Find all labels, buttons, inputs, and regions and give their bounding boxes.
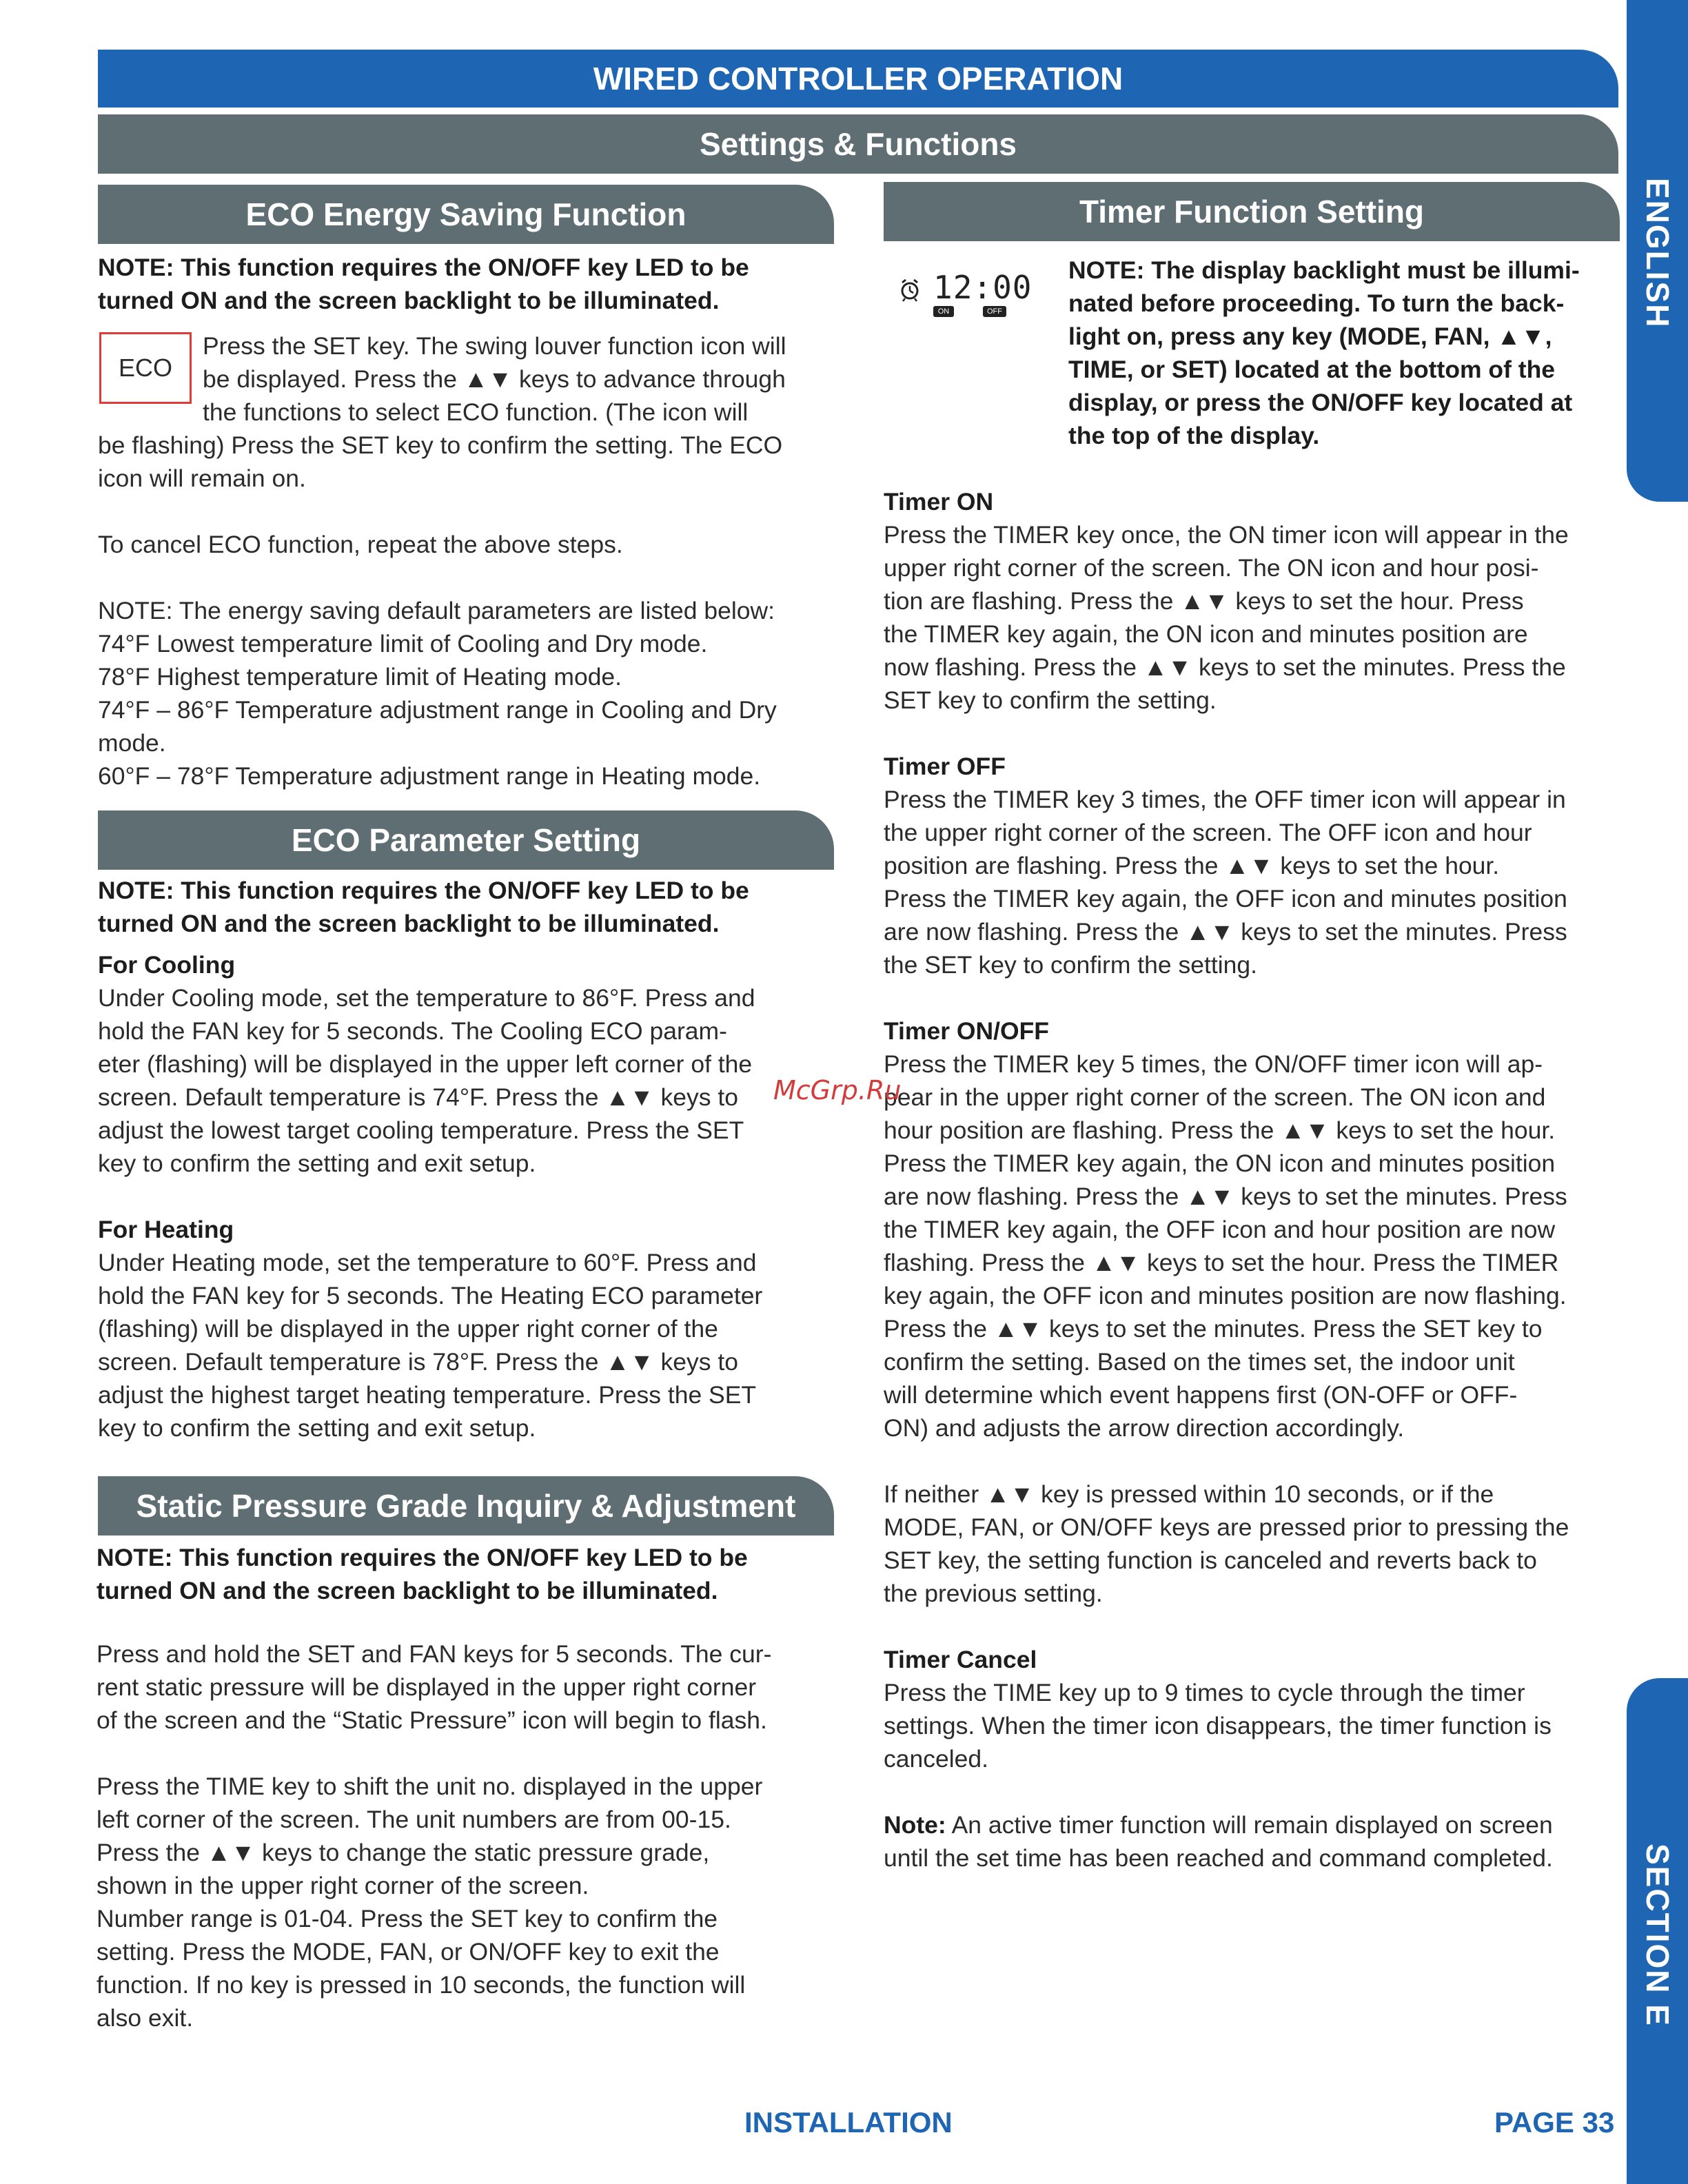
timer-onoff-line: confirm the setting. Based on the times set, the indoor unit	[884, 1348, 1515, 1376]
eco-heading: ECO Energy Saving Function	[98, 185, 834, 244]
heating-line: hold the FAN key for 5 seconds. The Heating ECO parameter	[98, 1282, 763, 1309]
footer-page-number: PAGE 33	[1494, 2106, 1615, 2139]
eco-param-section	[98, 874, 842, 1445]
timer-on-line: tion are flashing. Press the ▲▼ keys to set the hour. Press	[884, 587, 1524, 615]
timer-section	[884, 485, 1628, 1875]
page-subtitle: Settings & Functions	[98, 114, 1618, 174]
cooling-line: hold the FAN key for 5 seconds. The Cooling ECO param-	[98, 1017, 727, 1045]
timer-off-title: Timer OFF	[884, 753, 1006, 780]
for-cooling-title: For Cooling	[98, 951, 236, 979]
timer-onoff-line: key again, the OFF icon and minutes position are now flashing.	[884, 1282, 1567, 1309]
static-p1-line: Press and hold the SET and FAN keys for 5 seconds. The cur-	[96, 1640, 772, 1668]
timer-onoff-line: will determine which event happens first (ON-OFF or OFF-	[884, 1381, 1518, 1409]
static-p1-line: of the screen and the “Static Pressure” icon will begin to flash.	[96, 1706, 767, 1734]
timer-cancel-line: Press the TIME key up to 9 times to cycle through the timer	[884, 1679, 1525, 1706]
static-p2-line: left corner of the screen. The unit numbers are from 00-15.	[96, 1806, 731, 1833]
timer-off-line: Press the TIMER key 3 times, the OFF timer icon will appear in	[884, 786, 1566, 813]
cooling-line: screen. Default temperature is 74°F. Press the ▲▼ keys to	[98, 1083, 738, 1111]
eco-param-line: NOTE: The energy saving default parameters are listed below:	[98, 597, 775, 624]
timer-on-line: SET key to confirm the setting.	[884, 686, 1217, 714]
static-p2-line: function. If no key is pressed in 10 seconds, the function will	[96, 1971, 746, 1999]
timer-note-text-line: until the set time has been reached and command completed.	[884, 1844, 1553, 1872]
eco-param-line: 74°F Lowest temperature limit of Cooling and Dry mode.	[98, 630, 708, 657]
eco-param-heading: ECO Parameter Setting	[98, 810, 834, 870]
static-p2-line: also exit.	[96, 2004, 194, 2032]
on-indicator-badge: ON	[933, 306, 954, 317]
timer-cancel-title: Timer Cancel	[884, 1646, 1037, 1673]
eco-param-line: 60°F – 78°F Temperature adjustment range in Heating mode.	[98, 762, 761, 790]
timer-note-text: An active timer function will remain displayed on screen	[946, 1811, 1553, 1839]
cooling-line: key to confirm the setting and exit setup.	[98, 1150, 536, 1177]
timer-off-line: Press the TIMER key again, the OFF icon and minutes position	[884, 885, 1567, 912]
eco-param-line: 78°F Highest temperature limit of Heating mode.	[98, 663, 622, 691]
eco-param-line: 74°F – 86°F Temperature adjustment range in Cooling and Dry	[98, 696, 777, 724]
timer-onoff-line: Press the ▲▼ keys to set the minutes. Press the SET key to	[884, 1315, 1543, 1343]
footer-installation: INSTALLATION	[744, 2106, 953, 2139]
eco-cancel-text: To cancel ECO function, repeat the above steps.	[98, 531, 623, 558]
off-indicator-badge: OFF	[983, 306, 1006, 317]
heating-line: adjust the highest target heating temperature. Press the SET	[98, 1381, 757, 1409]
eco-body-line: be flashing) Press the SET key to confirm the setting. The ECO	[98, 431, 783, 459]
timer-onoff-line: ON) and adjusts the arrow direction accordingly.	[884, 1414, 1405, 1442]
timer-onoff-line: Press the TIMER key again, the ON icon and minutes position	[884, 1150, 1556, 1177]
timer-off-line: are now flashing. Press the ▲▼ keys to set the minutes. Press	[884, 918, 1567, 946]
eco-wrap-line: Press the SET key. The swing louver function icon will	[203, 332, 786, 360]
eco-param-note-line: turned ON and the screen backlight to be illuminated.	[98, 910, 720, 937]
static-pressure-section	[96, 1541, 848, 2034]
static-note-line: NOTE: This function requires the ON/OFF key LED to be	[96, 1544, 748, 1571]
timer-neither-line: the previous setting.	[884, 1580, 1103, 1607]
eco-body-line: icon will remain on.	[98, 465, 306, 492]
timer-onoff-title: Timer ON/OFF	[884, 1017, 1049, 1045]
timer-note	[1068, 254, 1620, 452]
eco-icon: ECO	[99, 332, 192, 404]
eco-note-line: turned ON and the screen backlight to be illuminated.	[98, 287, 720, 314]
timer-onoff-line: Press the TIMER key 5 times, the ON/OFF timer icon will ap-	[884, 1050, 1543, 1078]
static-p2-line: Press the TIME key to shift the unit no. displayed in the upper	[96, 1773, 763, 1800]
timer-note-line: NOTE: The display backlight must be illumi-	[1068, 256, 1580, 284]
static-pressure-heading: Static Pressure Grade Inquiry & Adjustment	[98, 1476, 834, 1535]
static-p2-line: Press the ▲▼ keys to change the static pressure grade,	[96, 1839, 710, 1866]
timer-neither-line: MODE, FAN, or ON/OFF keys are pressed prior to pressing the	[884, 1513, 1569, 1541]
timer-off-line: the SET key to confirm the setting.	[884, 951, 1257, 979]
timer-note-line: the top of the display.	[1068, 422, 1320, 449]
timer-neither-line: If neither ▲▼ key is pressed within 10 seconds, or if the	[884, 1480, 1494, 1508]
cooling-line: adjust the lowest target cooling temperature. Press the SET	[98, 1116, 744, 1144]
eco-note-line: NOTE: This function requires the ON/OFF key LED to be	[98, 254, 749, 281]
timer-neither-line: SET key, the setting function is canceled and reverts back to	[884, 1547, 1537, 1574]
section-tab-label: SECTION E	[1640, 1844, 1676, 2027]
timer-display-time: 12:00	[933, 269, 1033, 306]
timer-note-line: nated before proceeding. To turn the back-	[1068, 289, 1565, 317]
timer-off-line: the upper right corner of the screen. The OFF icon and hour	[884, 819, 1532, 846]
timer-onoff-line: are now flashing. Press the ▲▼ keys to set the minutes. Press	[884, 1183, 1567, 1210]
english-tab-label: ENGLISH	[1640, 178, 1676, 329]
timer-note-line: display, or press the ON/OFF key located at	[1068, 389, 1573, 416]
timer-onoff-line: the TIMER key again, the OFF icon and hour position are now	[884, 1216, 1556, 1243]
eco-section	[98, 251, 842, 793]
timer-on-line: Press the TIMER key once, the ON timer icon will appear in the	[884, 521, 1569, 549]
timer-display-illustration	[893, 269, 1033, 323]
timer-cancel-line: settings. When the timer icon disappears, the timer function is	[884, 1712, 1552, 1739]
heating-line: (flashing) will be displayed in the upper right corner of the	[98, 1315, 718, 1343]
english-side-tab	[1627, 0, 1688, 502]
timer-cancel-line: canceled.	[884, 1745, 988, 1773]
for-heating-title: For Heating	[98, 1216, 234, 1243]
static-p2-line: Number range is 01-04. Press the SET key to confirm the	[96, 1905, 718, 1932]
timer-note-paragraph	[884, 1808, 1628, 1841]
eco-param-note-line: NOTE: This function requires the ON/OFF key LED to be	[98, 877, 749, 904]
heating-line: screen. Default temperature is 78°F. Press the ▲▼ keys to	[98, 1348, 738, 1376]
section-side-tab	[1627, 1678, 1688, 2184]
timer-onoff-line: pear in the upper right corner of the screen. The ON icon and	[884, 1083, 1546, 1111]
eco-wrap-line: be displayed. Press the ▲▼ keys to advance through	[203, 365, 786, 393]
timer-note-line: light on, press any key (MODE, FAN, ▲▼,	[1068, 323, 1552, 350]
timer-onoff-line: flashing. Press the ▲▼ keys to set the hour. Press the TIMER	[884, 1249, 1559, 1276]
eco-param-line: mode.	[98, 729, 166, 757]
timer-on-title: Timer ON	[884, 488, 994, 516]
static-note-line: turned ON and the screen backlight to be illuminated.	[96, 1577, 718, 1604]
heating-line: Under Heating mode, set the temperature to 60°F. Press and	[98, 1249, 757, 1276]
static-p2-line: shown in the upper right corner of the screen.	[96, 1872, 589, 1899]
timer-on-line: the TIMER key again, the ON icon and minutes position are	[884, 620, 1528, 648]
timer-off-line: position are flashing. Press the ▲▼ keys to set the hour.	[884, 852, 1500, 879]
timer-heading: Timer Function Setting	[884, 182, 1620, 241]
page-title: WIRED CONTROLLER OPERATION	[98, 50, 1618, 108]
eco-wrap-line: the functions to select ECO function. (The icon will	[203, 398, 749, 426]
static-p2-line: setting. Press the MODE, FAN, or ON/OFF key to exit the	[96, 1938, 720, 1966]
watermark: McGrp.Ru	[773, 1075, 902, 1105]
cooling-line: Under Cooling mode, set the temperature to 86°F. Press and	[98, 984, 755, 1012]
static-p1-line: rent static pressure will be displayed in the upper right corner	[96, 1673, 757, 1701]
timer-onoff-line: hour position are flashing. Press the ▲▼ keys to set the hour.	[884, 1116, 1556, 1144]
timer-note-line: TIME, or SET) located at the bottom of the	[1068, 356, 1556, 383]
heating-line: key to confirm the setting and exit setup.	[98, 1414, 536, 1442]
cooling-line: eter (flashing) will be displayed in the upper left corner of the	[98, 1050, 753, 1078]
timer-on-line: now flashing. Press the ▲▼ keys to set the minutes. Press the	[884, 653, 1566, 681]
timer-note-label: Note:	[884, 1811, 946, 1839]
timer-on-line: upper right corner of the screen. The ON icon and hour posi-	[884, 554, 1539, 582]
